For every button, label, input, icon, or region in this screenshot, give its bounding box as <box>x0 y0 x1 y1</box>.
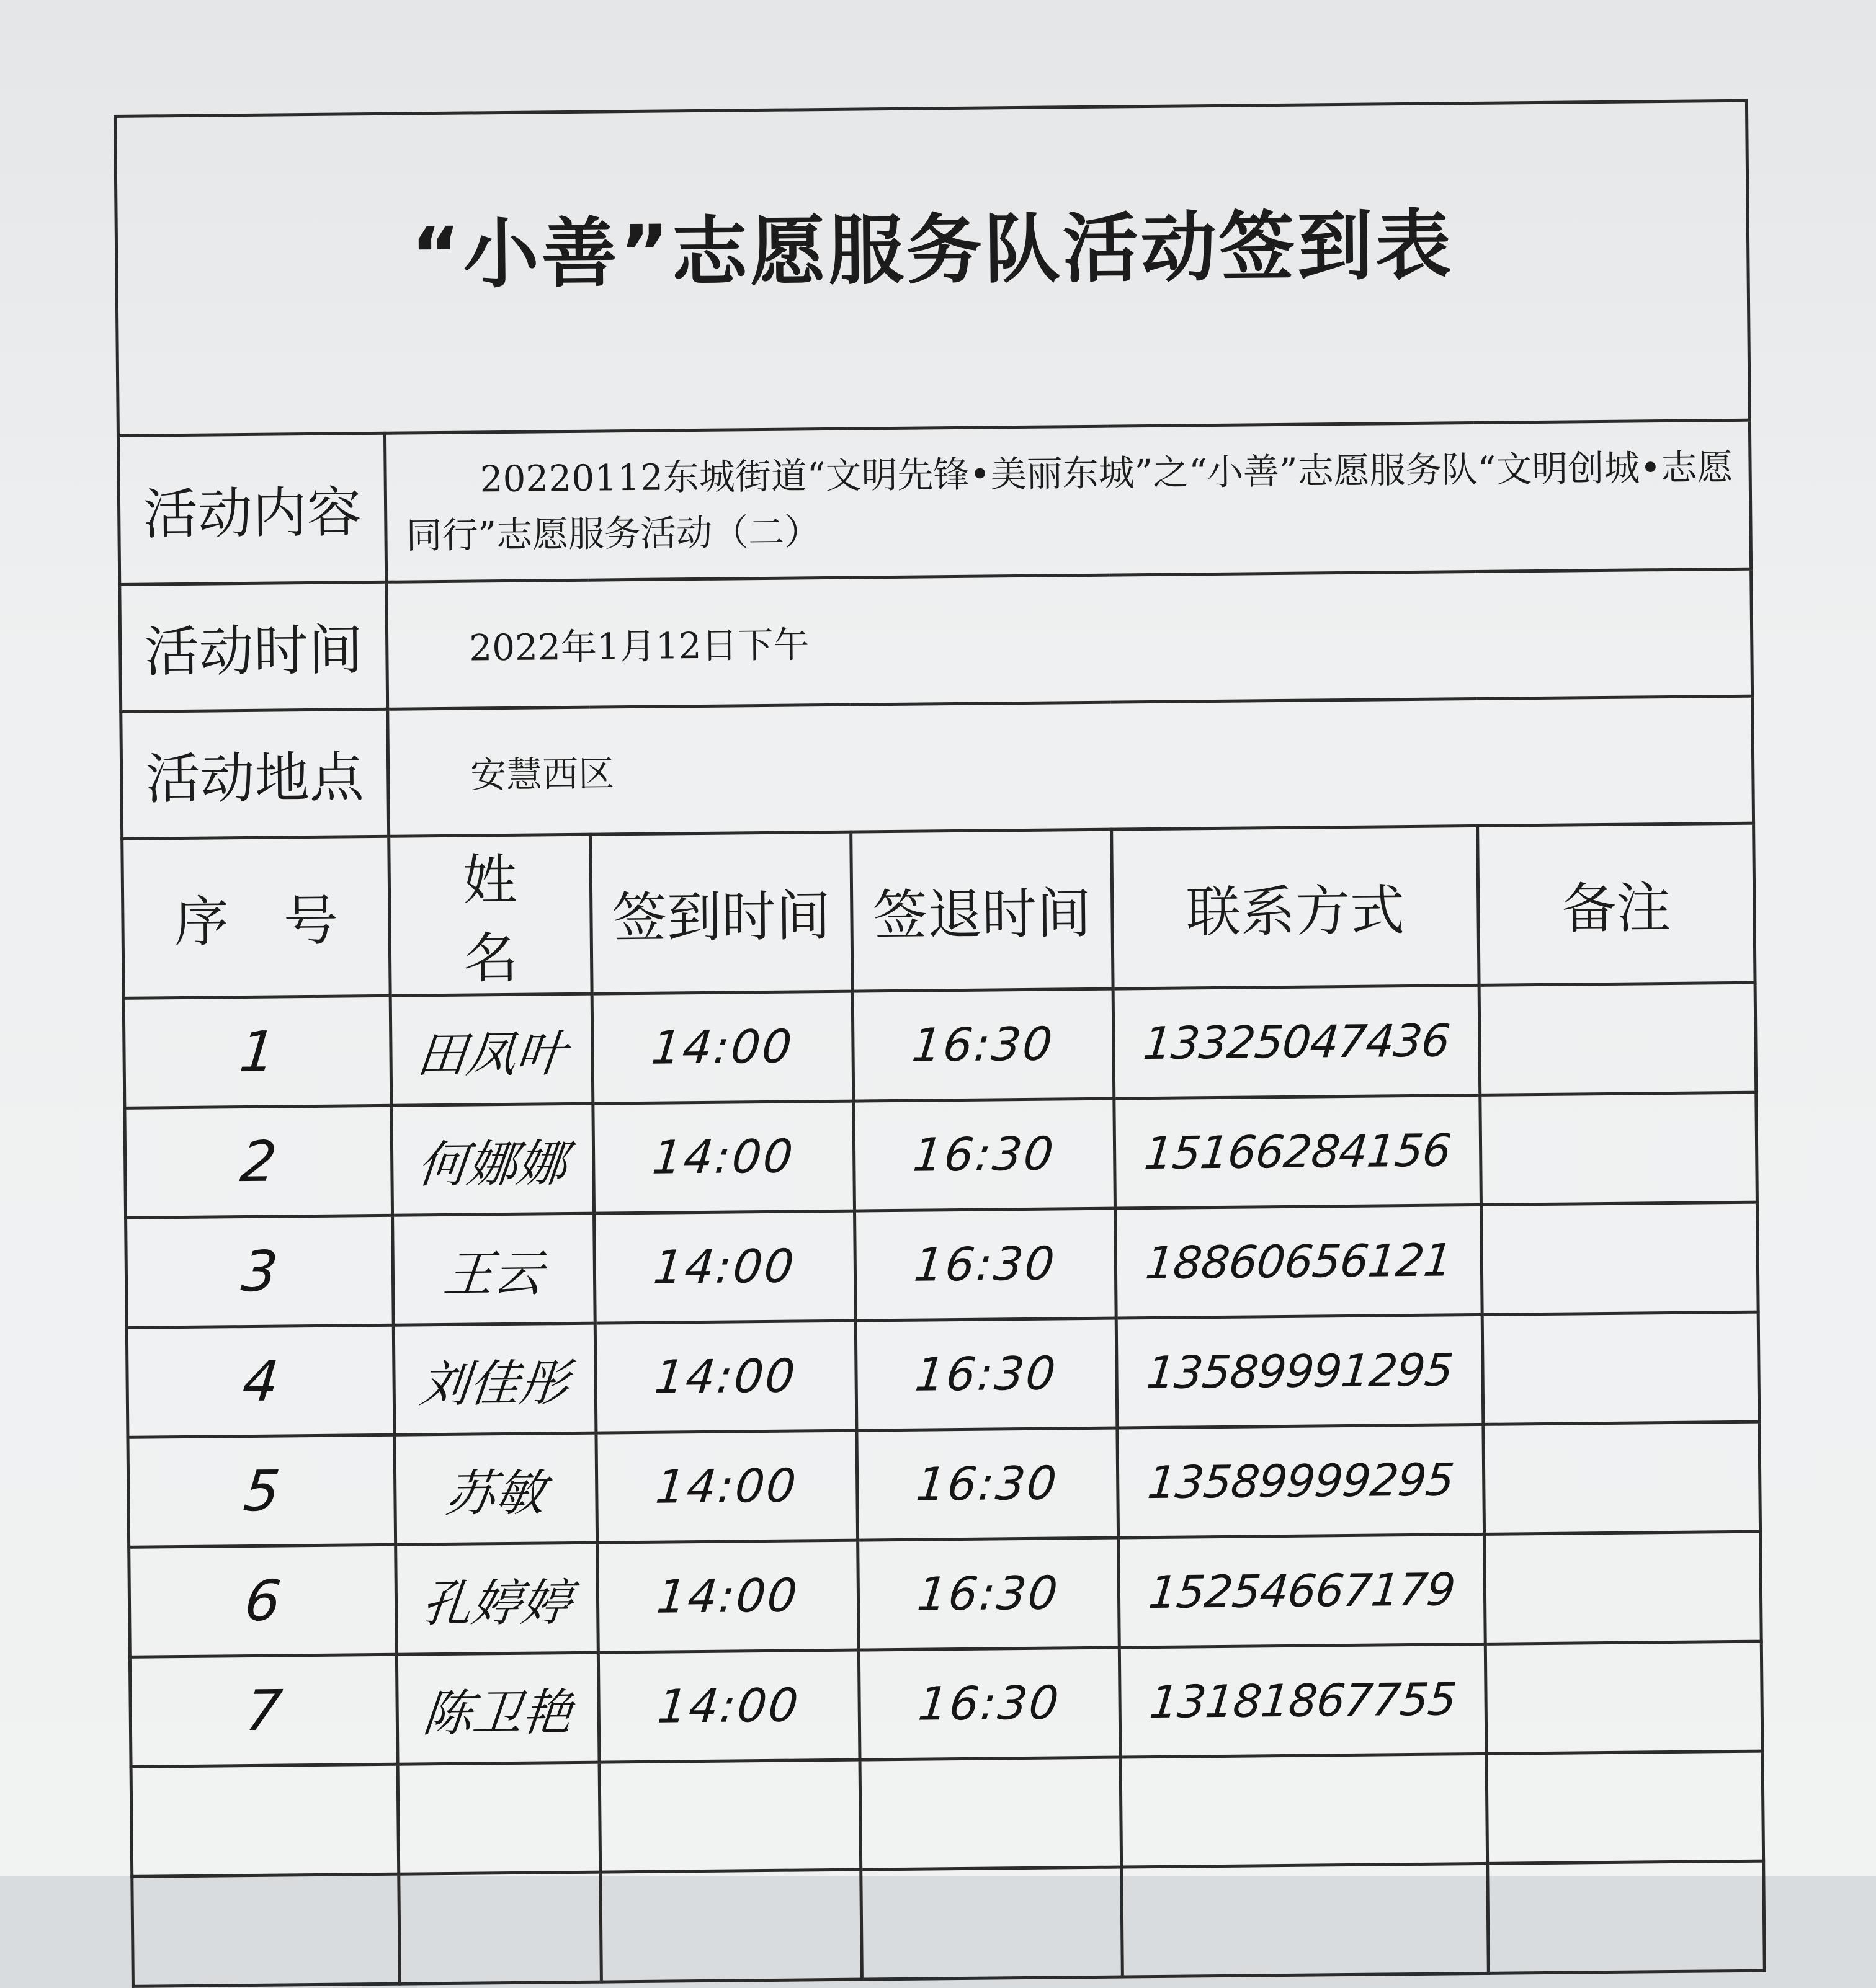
header-seq: 序 号 <box>122 836 390 998</box>
form-title: “小善”志愿服务队活动签到表 <box>410 200 1454 299</box>
row-name: 刘佳彤 <box>417 1353 572 1413</box>
row-seq: 2 <box>238 1129 280 1195</box>
row-name: 何娜娜 <box>415 1134 570 1193</box>
row-contact: 13181867755 <box>1147 1673 1458 1729</box>
row-name: 苏敏 <box>443 1463 548 1523</box>
activity-time-label: 活动时间 <box>120 582 388 711</box>
table-row <box>132 1861 1765 1986</box>
table-row <box>131 1751 1764 1876</box>
row-contact: 15254667179 <box>1146 1563 1457 1619</box>
table-row <box>127 1312 1759 1437</box>
activity-content-cell <box>385 420 1751 582</box>
table-row <box>126 1202 1759 1327</box>
row-checkout: 16:30 <box>916 1676 1063 1731</box>
row-checkout: 16:30 <box>914 1456 1061 1512</box>
table-row <box>129 1531 1762 1657</box>
row-checkin: 14:00 <box>653 1459 801 1514</box>
row-contact: 13589999295 <box>1145 1453 1457 1509</box>
sign-in-table <box>114 99 1766 1988</box>
activity-content-value: 20220112东城街道“文明先锋•美丽东城”之“小善”志愿服务队“文明创城•志愿同行”志愿服务活动（二） <box>406 445 1733 557</box>
row-contact: 13325047436 <box>1141 1014 1452 1070</box>
header-contact: 联系方式 <box>1112 826 1479 989</box>
row-contact: 13589991295 <box>1144 1344 1455 1399</box>
row-seq: 3 <box>238 1239 281 1304</box>
row-checkout: 16:30 <box>909 1017 1057 1072</box>
row-seq: 4 <box>239 1348 282 1414</box>
table-row <box>123 983 1756 1108</box>
header-checkout: 签退时间 <box>851 829 1113 991</box>
title-cell <box>115 100 1750 435</box>
row-name: 田凤叶 <box>414 1024 569 1084</box>
row-seq: 6 <box>241 1567 284 1634</box>
table-row <box>128 1422 1761 1547</box>
table-row <box>130 1641 1762 1767</box>
row-checkout: 16:30 <box>913 1347 1060 1402</box>
sign-in-sheet <box>114 99 1762 1914</box>
row-checkin: 14:00 <box>655 1678 803 1734</box>
row-contact: 15166284156 <box>1142 1124 1454 1180</box>
activity-location-label: 活动地点 <box>121 709 389 839</box>
row-seq: 7 <box>243 1677 285 1744</box>
activity-time-value: 2022年1月12日下午 <box>386 569 1753 709</box>
row-seq: 1 <box>236 1019 279 1085</box>
header-name: 姓 名 <box>389 834 592 996</box>
row-name: 王云 <box>440 1244 546 1303</box>
row-checkin: 14:00 <box>654 1569 802 1624</box>
activity-content-label: 活动内容 <box>118 433 386 584</box>
row-contact: 18860656121 <box>1143 1234 1454 1290</box>
row-checkin: 14:00 <box>651 1239 798 1295</box>
row-checkin: 14:00 <box>650 1130 797 1185</box>
row-name: 孔婷婷 <box>419 1573 574 1633</box>
table-row <box>125 1092 1758 1218</box>
row-checkout: 16:30 <box>915 1566 1062 1621</box>
header-checkin: 签到时间 <box>591 832 852 994</box>
row-checkin: 14:00 <box>649 1020 797 1075</box>
row-checkout: 16:30 <box>912 1237 1059 1292</box>
activity-location-value: 安慧西区 <box>388 696 1754 836</box>
header-row <box>122 823 1755 998</box>
header-remark: 备注 <box>1478 823 1755 985</box>
row-seq: 5 <box>241 1458 283 1524</box>
row-checkout: 16:30 <box>911 1127 1058 1182</box>
row-checkin: 14:00 <box>652 1349 800 1404</box>
row-name: 陈卫艳 <box>420 1683 575 1742</box>
